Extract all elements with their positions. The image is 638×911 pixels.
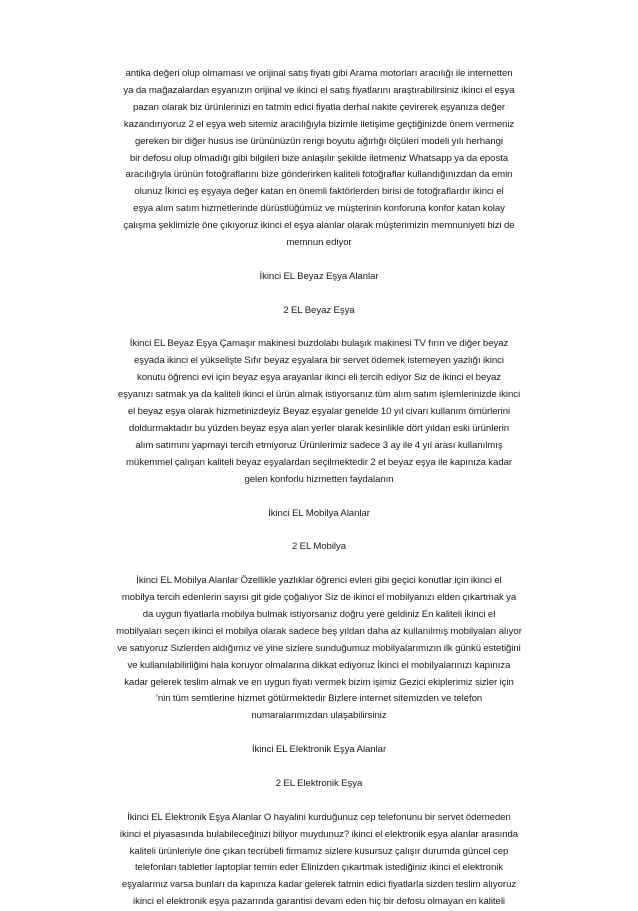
intro-paragraph bbox=[84, 66, 554, 252]
text-line: ’nin tüm semtlerine hizmet götürmektedir Bizlere internet sitemizden ve telefon bbox=[155, 693, 483, 705]
section-paragraph-beyaz-esya bbox=[84, 336, 554, 488]
section-heading-beyaz-esya: İkinci EL Beyaz Eşya Alanlar bbox=[259, 270, 379, 282]
text-line: mobilyaları seçen ikinci el mobilya olarak sadece beş yıldan daha az kullanılmış mobilyaları alıyor bbox=[116, 625, 522, 637]
text-line: kaliteli ürünleriyle öne çıkan tecrübeli firmamız sizlere kusursuz çalışır durumda güncel cep bbox=[129, 845, 509, 857]
text-line: alım satımını yapmayı tercih etmiyoruz Ürünlerimiz sadece 3 ay ile 4 yıl arası kullanılmış bbox=[135, 439, 503, 451]
text-line: İkinci EL Beyaz Eşya Çamaşır makinesi buzdolabı bulaşık makinesi TV fırın ve diğer beyaz bbox=[129, 338, 509, 350]
text-line: çalışma şeklimizle öne çıkıyoruz ikinci el eşya alanlar olarak müşterimizin memnuniyeti bizi de bbox=[123, 220, 515, 232]
text-line: İkinci EL Elektronik Eşya Alanlar O hayalini kurduğunuz cep telefonunu bir servet ödemeden bbox=[127, 811, 511, 823]
text-line: eşya alım satım hizmetlerinde dürüstlüğümüz ve müşterinin konforuna konfor katan kolay bbox=[133, 203, 505, 215]
text-line: mobilya tercih edenlerin sayısı git gide çoğalıyor Siz de ikinci el mobilyanızı elden çıkartmak ya bbox=[121, 592, 517, 603]
text-line: bir defosu olup olmadığı gibi bilgileri bize anlaşılır şekilde iletmeniz Whatsapp ya da eposta bbox=[129, 152, 509, 164]
text-line: eşyanızı satmak ya da kaliteli ikinci el ürün almak istiyorsanız tüm alım satım işlemlerinizde ikinci bbox=[117, 389, 521, 401]
text-line: İkinci EL Mobilya Alanlar Özellikle yazlıklar öğrenci evleri gibi geçici konutlar için ikinci el bbox=[136, 575, 502, 587]
text-line: kazandırıyoruz 2 el eşya web sitemiz aracılığıyla bizimle iletişime geçtiğinizde önem vermeniz bbox=[123, 118, 515, 130]
text-line: ve satıyoruz Sizlerden aldığımız ve yine sizlere sunduğumuz mobilyalarımızın ilk günkü estetiğini bbox=[117, 642, 521, 654]
text-line: kadar gelerek teslim almak ve en uygun fiyatı vermek bizim işimiz Gezici ekiplerimiz sizler için bbox=[124, 676, 514, 688]
document-page bbox=[84, 66, 554, 911]
text-line: da uygun fiyatlarla mobilya bulmak istiyorsanız doğru yere geldiniz En kaliteli ikinci el bbox=[142, 608, 496, 620]
text-line: ikinci el piyasasında bulabileceğinizi biliyor muydunuz? ikinci el elektronik eşya alanlar arasında bbox=[119, 828, 519, 840]
text-line: mükemmel çalışan kaliteli beyaz eşyalardan seçilmektedir 2 el beyaz eşya ile kapınıza kadar bbox=[125, 456, 513, 468]
text-line: ve kullanılabilirliğini hala koruyor olmalarına dikkat ediyoruz İkinci el mobilyalarınızı kapınıza bbox=[127, 659, 511, 671]
text-line: telefonları tabletler laptoplar temin eder Elinizden çıkartmak istediğiniz ikinci el elektronik bbox=[134, 862, 504, 874]
section-heading-elektronik-esya: İkinci EL Elektronik Eşya Alanlar bbox=[251, 744, 387, 756]
text-line: memnun ediyor bbox=[286, 237, 352, 249]
text-line: eşyada ikinci el yükselişte Sıfır beyaz eşyalara bir servet ödemek istemeyen yazlığı ikinci bbox=[133, 355, 505, 367]
text-line: ikinci el elektronik eşya pazarında garantisi devam eden hiç bir defosu olmayan en kaliteli bbox=[132, 896, 505, 908]
text-line: olunuz İkinci eş eşyaya değer katan en önemli faktörlerden birisi de fotoğraflardır ikinci el bbox=[134, 186, 504, 198]
text-line: ya da mağazalardan eşyanızın orijinal ve ikinci el satış fiyatlarını araştırabilirsiniz ikinci el eşya bbox=[123, 84, 515, 96]
section-subheading-mobilya: 2 EL Mobilya bbox=[291, 541, 347, 553]
text-line: antika değeri olup olmaması ve orijinal satış fiyatı gibi Arama motorları aracılığı ile internetten bbox=[125, 68, 513, 79]
text-line: konutu öğrenci evi için beyaz eşya arayanlar ikinci eli tercih ediyor Siz de ikinci el beyaz bbox=[136, 372, 502, 384]
section-paragraph-elektronik-esya bbox=[84, 810, 554, 911]
text-line: numaralarımızdan ulaşabilirsiniz bbox=[251, 710, 387, 722]
text-line: pazarı olarak biz ürünlerinizi en tatmin edici fiyatla derhal nakite çevirerek eşyanıza değer bbox=[132, 101, 506, 113]
text-line: gereken bir diğer husus ise ürününüzün rengi boyutu ağırlığı ölçüleri modeli yılı herhangi bbox=[134, 135, 503, 147]
text-line: eşyalarınız varsa bunları da kapınıza kadar gelerek tatmin edici fiyatlarla sizden teslim alıyoruz bbox=[121, 879, 517, 891]
section-heading-mobilya: İkinci EL Mobilya Alanlar bbox=[268, 507, 370, 519]
text-line: aracılığıyla ürünün fotoğraflarını bize gönderirken kaliteli fotoğraflar kullandığınızdan da emin bbox=[125, 169, 513, 181]
section-subheading-elektronik-esya: 2 EL Elektronik Eşya bbox=[275, 777, 363, 789]
text-line: doldurmaktadır bu yüzden beyaz eşya alan yerler olarak kesinlikle dört yıldan eski ürünlerin bbox=[128, 422, 510, 434]
section-paragraph-mobilya bbox=[84, 573, 554, 725]
text-line: el beyaz eşya olarak hizmetinizdeyiz Beyaz eşyalar genelde 10 yıl civarı kullanım ömürlerini bbox=[127, 406, 511, 418]
section-subheading-beyaz-esya: 2 EL Beyaz Eşya bbox=[283, 304, 355, 316]
text-line: gelen konforlu hizmetten faydalanın bbox=[244, 473, 394, 485]
